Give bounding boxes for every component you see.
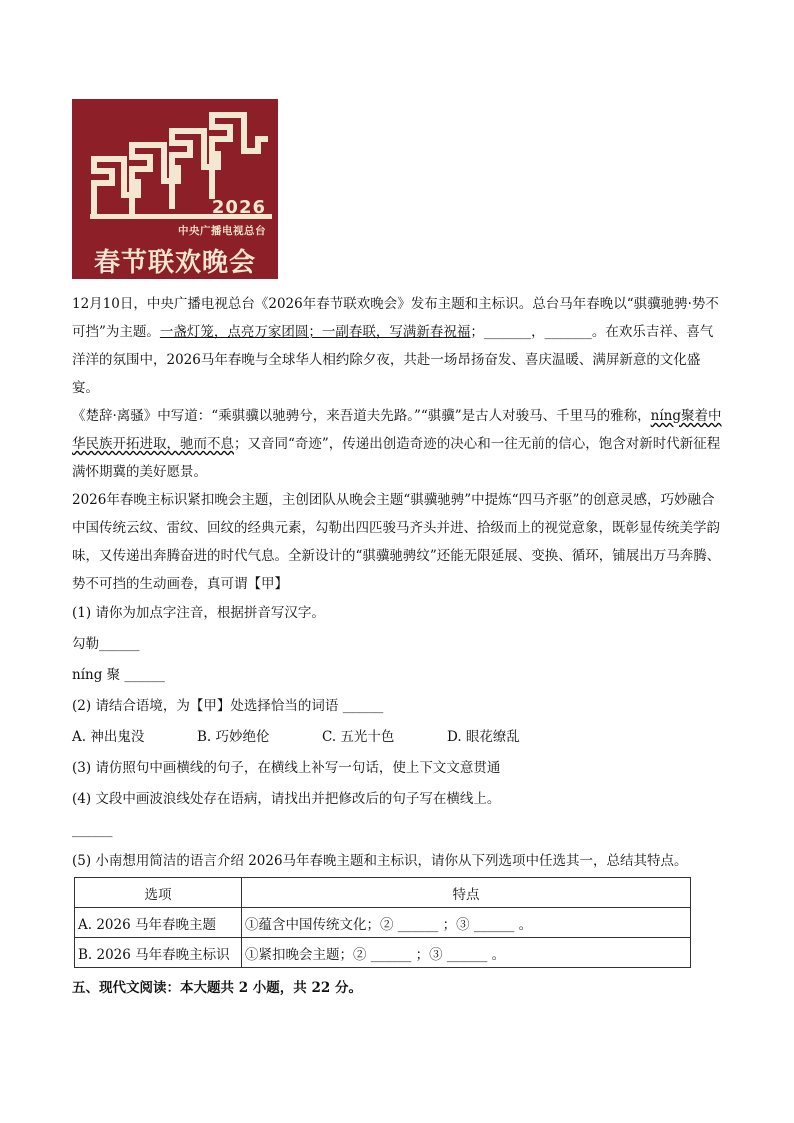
paragraph-1 <box>72 290 722 402</box>
paragraph-2 <box>72 402 722 486</box>
paragraph-1-text: 12月10日，中央广播电视总台《2026年春节联欢晚会》发布主题和主标识。总台马年春晚以“骐骥驰骋·势不可挡”为主题。 <box>72 296 719 340</box>
table-cell: ①蕴含中国传统文化；② ______ ；③ ______ 。 <box>242 908 691 938</box>
logo-subtitle: 春节联欢晚会 <box>93 248 256 278</box>
question-1-item-2: níng 聚 ______ <box>72 667 165 683</box>
table-cell: ①紧扣晚会主题；② ______ ；③ ______ 。 <box>242 938 691 968</box>
question-3: (3) 请仿照句中画横线的句子，在横线上补写一句话，使上下文文意贯通 <box>72 760 501 776</box>
logo-year: 2026 <box>211 197 266 218</box>
option-b: B. 巧妙绝伦 <box>197 729 270 745</box>
option-d: D. 眼花缭乱 <box>447 729 520 745</box>
table-header: 特点 <box>242 878 691 908</box>
answer-table <box>74 877 691 968</box>
wavy-underlined-sentence: níng聚着中华民族开拓进取，驰而不息 <box>72 408 722 452</box>
table-header: 选项 <box>75 878 242 908</box>
option-a: A. 神出鬼没 <box>72 729 145 745</box>
question-4: (4) 文段中画波浪线处存在语病，请找出并把修改后的句子写在横线上。 <box>72 791 501 807</box>
answer-blank: ______ <box>72 822 113 838</box>
gala-logo <box>72 99 278 279</box>
table-header-row <box>75 878 691 908</box>
table-row <box>75 908 691 938</box>
underlined-sentence: 一盏灯笼，点亮万家团圆；一副春联，写满新春祝福 <box>159 324 471 340</box>
article <box>72 290 722 1014</box>
table-cell: B. 2026 马年春晚主标识 <box>75 938 242 968</box>
paragraph-2-text: 《楚辞·离骚》中写道：“乘骐骥以驰骋兮，来吾道夫先路。”“骐骥”是古人对骏马、千里马的雅称， <box>72 408 651 424</box>
question-5: (5) 小南想用简洁的语言介绍 2026马年春晚主题和主标识，请你从下列选项中任选其一，总结其特点。 <box>72 853 688 869</box>
logo-org: 中央广播电视总台 <box>178 225 266 237</box>
paragraph-2-rest: ；又音同“奇迹”，传递出创造奇迹的决心和一往无前的信心，饱含对新时代新征程满怀期冀的美好愿景。 <box>72 436 721 480</box>
option-c: C. 五光十色 <box>322 729 395 745</box>
table-row <box>75 938 691 968</box>
section-heading: 五、现代文阅读：本大题共 2 小题，共 22 分。 <box>72 980 362 996</box>
question-1-item-1: 勾勒______ <box>72 636 140 652</box>
question-1: (1) 请你为加点字注音，根据拼音写汉字。 <box>72 605 325 621</box>
paragraph-3: 2026年春晚主标识紧扣晚会主题，主创团队从晚会主题“骐骥驰骋”中提炼“四马齐驱”的创意灵感，巧妙融合中国传统云纹、雷纹、回纹的经典元素，勾勒出四匹骏马齐头并进、拾级而上的视觉意象，既彰显传统美学韵味，又传递出奔腾奋进的时代气息。全新设计的“骐骥驰骋纹”还能无限延展、变换、循环，铺展出万马奔腾、势不可挡的生动画卷，真可谓【甲】 <box>72 492 721 592</box>
question-2-options <box>72 722 722 753</box>
paragraph-1-rest: ；_______，_______。在欢乐吉祥、喜气洋洋的氛围中，2026马年春晚与全球华人相约除夕夜，共赴一场昂扬奋发、喜庆温暖、满屏新意的文化盛宴。 <box>72 324 714 396</box>
question-2: (2) 请结合语境，为【甲】处选择恰当的词语 ______ <box>72 698 384 714</box>
table-cell: A. 2026 马年春晚主题 <box>75 908 242 938</box>
